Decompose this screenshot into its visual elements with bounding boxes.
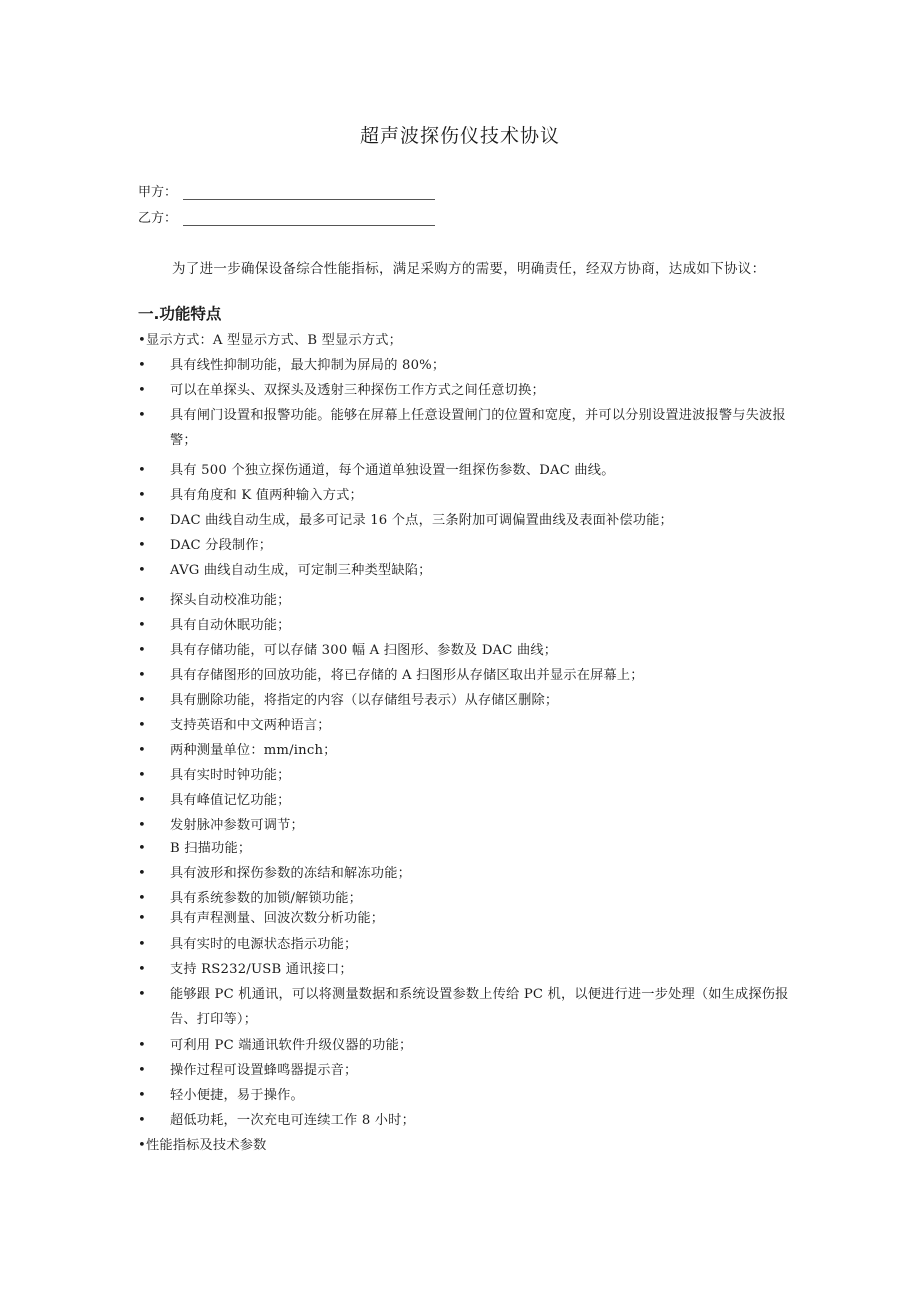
list-item-text: 具有峰值记忆功能； [170, 793, 291, 808]
bullet-icon: • [138, 718, 146, 733]
bullet-icon: • [138, 1113, 146, 1128]
bullet-icon: • [138, 643, 146, 658]
list-item-text: B 扫描功能； [170, 841, 252, 856]
bullet-icon: • [138, 593, 146, 608]
list-item [138, 982, 810, 1032]
list-item [138, 378, 810, 403]
bullet-icon: • [138, 463, 146, 478]
list-item [138, 763, 810, 788]
bullet-icon: • [138, 962, 146, 977]
party-b-label: 乙方： [138, 211, 178, 226]
bullet-icon: • [138, 538, 146, 553]
list-item-text: 发射脉冲参数可调节； [170, 818, 304, 833]
list-item-text: 性能指标及技术参数 [146, 1138, 267, 1153]
list-item-text: DAC 曲线自动生成，最多可记录 16 个点，三条附加可调偏置曲线及表面补偿功能； [170, 513, 673, 528]
bullet-icon: • [138, 793, 146, 808]
party-b-row [138, 209, 435, 229]
list-item [138, 1108, 810, 1133]
list-item-text: 具有自动休眠功能； [170, 618, 291, 633]
list-item [138, 738, 810, 763]
bullet-icon: • [138, 668, 146, 683]
bullet-icon: • [138, 1138, 146, 1153]
list-item [138, 403, 810, 453]
page-title: 超声波探伤仪技术协议 [359, 125, 560, 147]
bullet-icon: • [138, 383, 146, 398]
list-item [138, 613, 810, 638]
bullet-icon: • [138, 743, 146, 758]
list-item [138, 906, 810, 931]
section-title: 一.功能特点 [138, 305, 222, 323]
list-item [138, 483, 810, 508]
bullet-icon: • [138, 768, 146, 783]
list-item [138, 588, 810, 613]
list-item [138, 353, 810, 378]
list-item [138, 533, 810, 558]
list-item [138, 713, 810, 738]
list-item [138, 688, 810, 713]
list-item-text: 具有存储功能，可以存储 300 幅 A 扫图形、参数及 DAC 曲线； [170, 643, 558, 658]
list-item [138, 508, 810, 533]
bullet-icon: • [138, 987, 146, 1002]
list-item [138, 813, 810, 838]
bullet-icon: • [138, 841, 146, 856]
bullet-icon: • [138, 866, 146, 881]
bullet-icon: • [138, 513, 146, 528]
bullet-icon: • [138, 1088, 146, 1103]
list-item-text: 轻小便捷，易于操作。 [170, 1088, 304, 1103]
list-item [138, 558, 810, 583]
list-item-text: 具有实时的电源状态指示功能； [170, 937, 358, 952]
list-item-text: 可以在单探头、双探头及透射三种探伤工作方式之间任意切换； [170, 383, 545, 398]
bullet-icon: • [138, 488, 146, 503]
bullet-icon: • [138, 358, 146, 373]
list-item [138, 663, 810, 688]
list-item-text: 支持 RS232/USB 通讯接口； [170, 962, 353, 977]
list-item [138, 1133, 810, 1158]
list-item-text: 两种测量单位：mm/inch； [170, 743, 337, 758]
list-item [138, 1058, 810, 1083]
list-item-text: DAC 分段制作； [170, 538, 273, 553]
bullet-icon: • [138, 693, 146, 708]
list-item-text: 具有闸门设置和报警功能。能够在屏幕上任意设置闸门的位置和宽度，并可以分别设置进波报警与失波报警； [170, 408, 786, 448]
party-b-blank [183, 212, 435, 226]
bullet-icon: • [138, 1038, 146, 1053]
list-item-text: 具有角度和 K 值两种输入方式； [170, 488, 363, 503]
intro-paragraph: 为了进一步确保设备综合性能指标，满足采购方的需要，明确责任，经双方协商，达成如下协议： [172, 261, 766, 277]
list-item-text: 具有删除功能，将指定的内容（以存储组号表示）从存储区删除； [170, 693, 559, 708]
list-item [138, 328, 810, 353]
list-item-text: 支持英语和中文两种语言； [170, 718, 331, 733]
list-item-text: 探头自动校准功能； [170, 593, 291, 608]
list-item [138, 836, 810, 861]
bullet-icon: • [138, 891, 146, 906]
list-item-text: 超低功耗，一次充电可连续工作 8 小时； [170, 1113, 415, 1128]
list-item-text: 可利用 PC 端通讯软件升级仪器的功能； [170, 1038, 413, 1053]
party-a-row [138, 183, 435, 203]
list-item [138, 1033, 810, 1058]
list-item-text: 具有波形和探伤参数的冻结和解冻功能； [170, 866, 411, 881]
list-item [138, 932, 810, 957]
list-item-text: 显示方式：A 型显示方式、B 型显示方式； [146, 333, 402, 348]
bullet-icon: • [138, 818, 146, 833]
bullet-icon: • [138, 911, 146, 926]
party-a-label: 甲方： [138, 185, 178, 200]
bullet-icon: • [138, 618, 146, 633]
party-a-blank [183, 186, 435, 200]
list-item-text: 具有线性抑制功能，最大抑制为屏局的 80%； [170, 358, 446, 373]
bullet-icon: • [138, 333, 146, 348]
list-item [138, 788, 810, 813]
list-item-text: 操作过程可设置蜂鸣器提示音； [170, 1063, 358, 1078]
list-item-text: 具有系统参数的加锁/解锁功能； [170, 891, 363, 906]
list-item-text: 能够跟 PC 机通讯，可以将测量数据和系统设置参数上传给 PC 机，以便进行进一步处理（如生成探伤报告、打印等）； [170, 987, 789, 1027]
list-item-text: 具有实时时钟功能； [170, 768, 291, 783]
list-item [138, 458, 810, 483]
list-item-text: 具有存储图形的回放功能，将已存储的 A 扫图形从存储区取出并显示在屏幕上； [170, 668, 644, 683]
list-item-text: AVG 曲线自动生成，可定制三种类型缺陷； [170, 563, 432, 578]
list-item [138, 861, 810, 886]
list-item [138, 957, 810, 982]
bullet-icon: • [138, 563, 146, 578]
bullet-icon: • [138, 1063, 146, 1078]
bullet-icon: • [138, 937, 146, 952]
list-item-text: 具有声程测量、回波次数分析功能； [170, 911, 385, 926]
list-item [138, 638, 810, 663]
list-item-text: 具有 500 个独立探伤通道，每个通道单独设置一组探伤参数、DAC 曲线。 [170, 463, 615, 478]
bullet-icon: • [138, 408, 146, 423]
list-item [138, 1083, 810, 1108]
